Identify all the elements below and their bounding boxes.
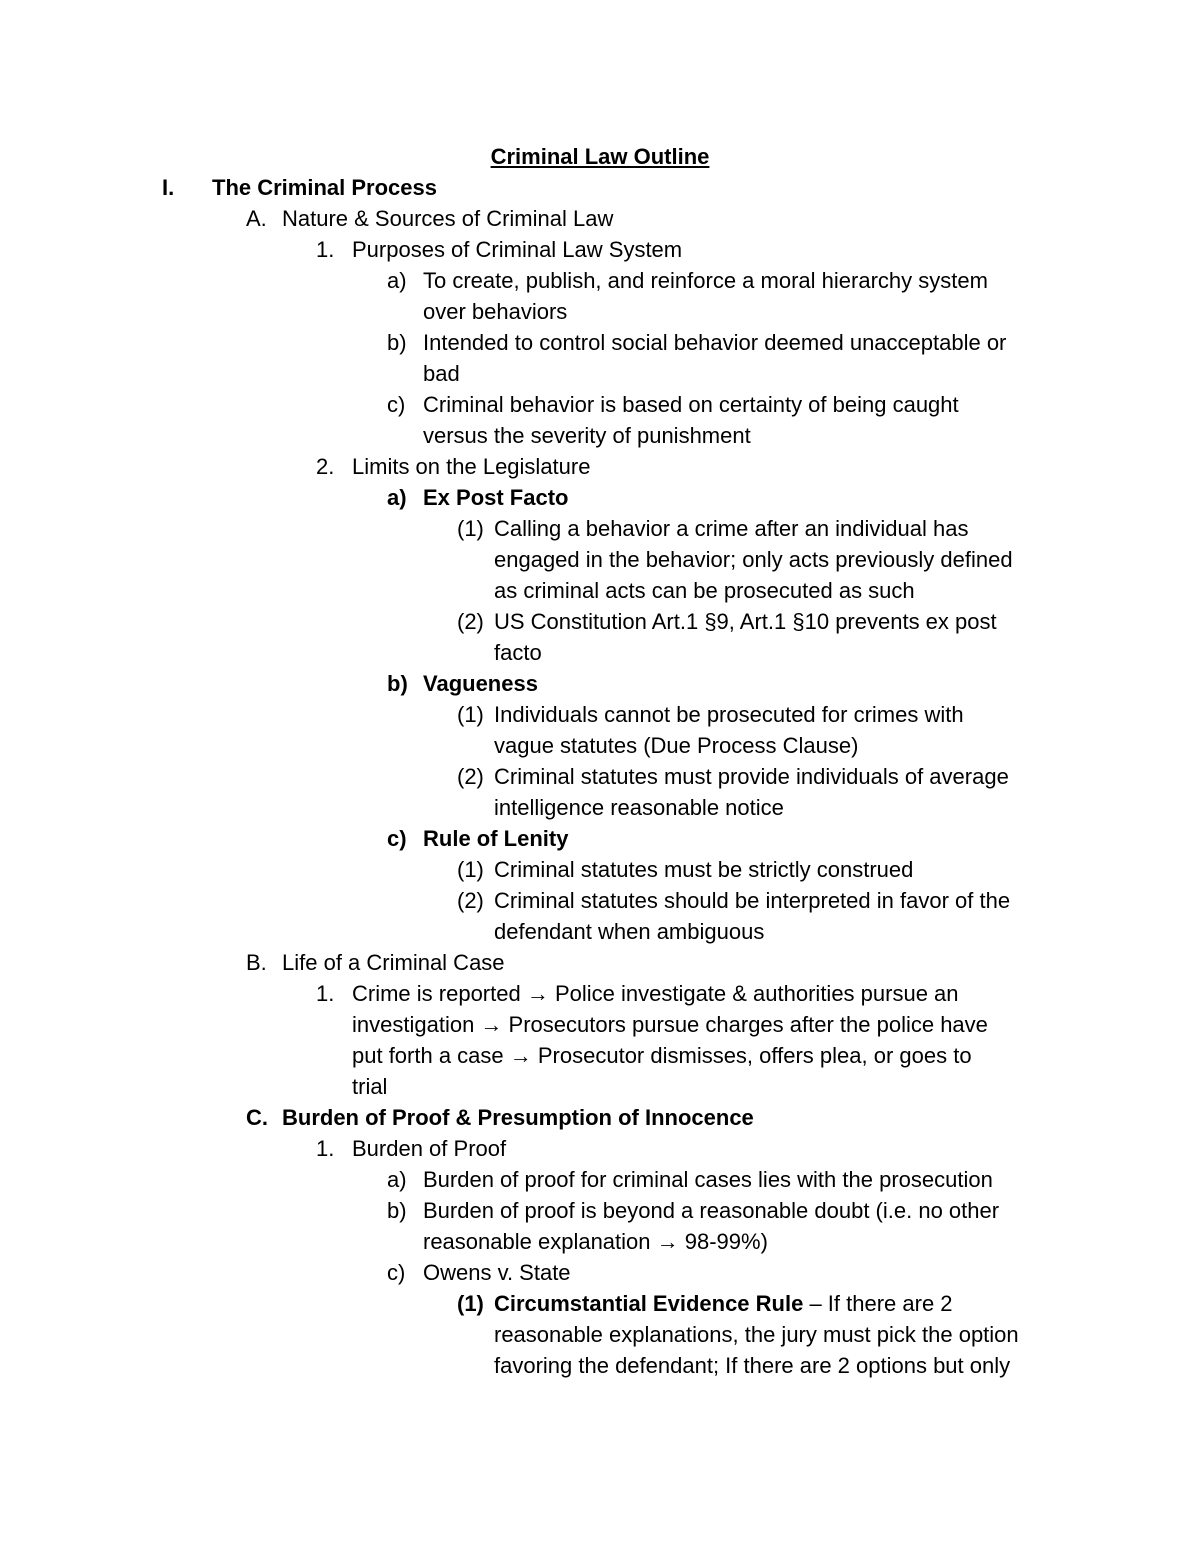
outline-text-content: Limits on the Legislature — [352, 454, 591, 479]
outline-text-content: Calling a behavior a crime after an individual has — [494, 516, 969, 541]
outline-line — [0, 1319, 1200, 1350]
outline-text-content: Crime is reported → Police investigate & authorities pursue an — [352, 981, 959, 1006]
outline-line — [0, 823, 1200, 854]
outline-line — [0, 575, 1200, 606]
outline-text — [423, 668, 538, 699]
outline-line — [0, 172, 1200, 203]
outline-line — [0, 1164, 1200, 1195]
outline-text — [352, 978, 959, 1009]
outline-text-content: investigation → Prosecutors pursue charges after the police have — [352, 1012, 988, 1037]
outline-text-content: reasonable explanations, the jury must pick the option — [494, 1322, 1019, 1347]
outline-marker: B. — [246, 950, 267, 975]
outline-text-content: versus the severity of punishment — [423, 423, 751, 448]
outline-line — [0, 1257, 1200, 1288]
outline-text — [423, 1226, 768, 1257]
outline-text-content: bad — [423, 361, 460, 386]
outline-text-content: Burden of Proof — [352, 1136, 507, 1161]
outline-text — [282, 203, 613, 234]
outline-text — [494, 575, 915, 606]
outline-text-content: facto — [494, 640, 542, 665]
outline-line — [0, 637, 1200, 668]
outline-heading: Vagueness — [423, 671, 538, 696]
outline-text-content: Criminal statutes must provide individuals of average — [494, 764, 1009, 789]
outline-text-content: over behaviors — [423, 299, 568, 324]
outline-heading: Burden of Proof & Presumption of Innocence — [282, 1105, 754, 1130]
outline-heading: The Criminal Process — [212, 175, 437, 200]
outline-text — [282, 947, 505, 978]
outline-line — [0, 668, 1200, 699]
outline-line — [0, 1102, 1200, 1133]
outline-line — [0, 513, 1200, 544]
outline-line — [0, 296, 1200, 327]
outline-line — [0, 420, 1200, 451]
outline-marker: b) — [387, 671, 408, 696]
outline-line — [0, 947, 1200, 978]
outline-text — [423, 1164, 993, 1195]
outline-text-content: put forth a case → Prosecutor dismisses, offers plea, or goes to — [352, 1043, 972, 1068]
outline-text — [423, 389, 959, 420]
outline-text-content: as criminal acts can be prosecuted as such — [494, 578, 915, 603]
outline-text-content: reasonable explanation → 98-99%) — [423, 1229, 768, 1254]
outline-text-content: Purposes of Criminal Law System — [352, 237, 683, 262]
outline-line — [0, 699, 1200, 730]
outline-text — [282, 1102, 754, 1133]
outline-text — [494, 1319, 1019, 1350]
outline-text — [352, 1071, 387, 1102]
outline-marker: (1) — [457, 1291, 484, 1316]
outline-text — [494, 885, 1010, 916]
outline-text — [352, 451, 590, 482]
outline-marker: c) — [387, 1260, 406, 1285]
outline-text — [423, 265, 988, 296]
outline-text-content: Criminal statutes should be interpreted in favor of the — [494, 888, 1011, 913]
outline-text-content: favoring the defendant; If there are 2 options but only — [494, 1353, 1011, 1378]
outline-marker: a) — [387, 268, 407, 293]
outline-text — [423, 358, 460, 389]
outline-text — [423, 1257, 571, 1288]
outline-text — [423, 296, 567, 327]
outline-text — [494, 637, 542, 668]
outline-line — [0, 544, 1200, 575]
outline-line — [0, 1226, 1200, 1257]
outline-marker: b) — [387, 330, 407, 355]
outline-text — [423, 482, 568, 513]
outline-text — [212, 172, 437, 203]
outline-text-content: Intended to control social behavior deemed unacceptable or — [423, 330, 1007, 355]
outline-line — [0, 1040, 1200, 1071]
outline-marker: (1) — [457, 857, 484, 882]
outline-line — [0, 1288, 1200, 1319]
outline-body — [0, 172, 1200, 1381]
outline-text — [423, 327, 1006, 358]
outline-marker: A. — [246, 206, 267, 231]
outline-line — [0, 761, 1200, 792]
outline-heading: Ex Post Facto — [423, 485, 569, 510]
outline-line — [0, 1133, 1200, 1164]
outline-text — [352, 1040, 972, 1071]
outline-marker: 2. — [316, 454, 335, 479]
outline-heading: Rule of Lenity — [423, 826, 569, 851]
outline-text — [494, 606, 997, 637]
outline-line — [0, 792, 1200, 823]
outline-text-content: Criminal statutes must be strictly construed — [494, 857, 914, 882]
outline-line — [0, 978, 1200, 1009]
outline-text — [352, 1009, 988, 1040]
outline-marker: 1. — [316, 237, 335, 262]
outline-text — [423, 823, 568, 854]
outline-text — [423, 1195, 999, 1226]
outline-marker: b) — [387, 1198, 407, 1223]
outline-text — [423, 420, 751, 451]
outline-line — [0, 358, 1200, 389]
outline-text-content: engaged in the behavior; only acts previously defined — [494, 547, 1013, 572]
outline-marker: I. — [162, 175, 175, 200]
outline-line — [0, 1350, 1200, 1381]
outline-text — [494, 854, 913, 885]
outline-text-content: Life of a Criminal Case — [282, 950, 505, 975]
outline-text-content: Nature & Sources of Criminal Law — [282, 206, 614, 231]
outline-text — [494, 792, 784, 823]
outline-text-content: Burden of proof for criminal cases lies with the prosecution — [423, 1167, 993, 1192]
outline-line — [0, 203, 1200, 234]
outline-text — [494, 916, 764, 947]
outline-text — [494, 699, 964, 730]
outline-marker: (1) — [457, 516, 484, 541]
outline-line — [0, 265, 1200, 296]
document-title: Criminal Law Outline — [490, 144, 710, 169]
outline-text — [352, 1133, 506, 1164]
outline-text-content: US Constitution Art.1 §9, Art.1 §10 prevents ex post — [494, 609, 997, 634]
outline-line — [0, 482, 1200, 513]
outline-line — [0, 389, 1200, 420]
outline-text — [352, 234, 682, 265]
outline-text-content: Individuals cannot be prosecuted for crimes with — [494, 702, 964, 727]
outline-text-content: To create, publish, and reinforce a moral hierarchy system — [423, 268, 988, 293]
outline-text-content: Owens v. State — [423, 1260, 571, 1285]
outline-marker: (2) — [457, 764, 484, 789]
outline-line — [0, 327, 1200, 358]
outline-text-content: Criminal behavior is based on certainty of being caught — [423, 392, 959, 417]
outline-text-content: vague statutes (Due Process Clause) — [494, 733, 859, 758]
outline-text — [494, 730, 858, 761]
outline-marker: 1. — [316, 1136, 335, 1161]
outline-marker: (2) — [457, 609, 484, 634]
outline-marker: (2) — [457, 888, 484, 913]
outline-marker: 1. — [316, 981, 335, 1006]
outline-line — [0, 1195, 1200, 1226]
outline-line — [0, 234, 1200, 265]
outline-text-content: intelligence reasonable notice — [494, 795, 784, 820]
outline-text-content: defendant when ambiguous — [494, 919, 765, 944]
outline-text — [494, 544, 1013, 575]
outline-marker: a) — [387, 1167, 407, 1192]
outline-marker: c) — [387, 392, 406, 417]
outline-text — [494, 761, 1009, 792]
outline-marker: C. — [246, 1105, 268, 1130]
outline-marker: a) — [387, 485, 407, 510]
outline-text — [494, 1288, 953, 1319]
outline-line — [0, 916, 1200, 947]
outline-line — [0, 451, 1200, 482]
outline-line — [0, 730, 1200, 761]
outline-line — [0, 1009, 1200, 1040]
outline-line — [0, 1071, 1200, 1102]
outline-text — [494, 513, 968, 544]
outline-line — [0, 885, 1200, 916]
outline-text-content: Burden of proof is beyond a reasonable doubt (i.e. no other — [423, 1198, 1000, 1223]
outline-line — [0, 854, 1200, 885]
outline-text — [494, 1350, 1010, 1381]
outline-marker: (1) — [457, 702, 484, 727]
outline-text-continuation: – If there are 2 — [803, 1291, 953, 1316]
outline-marker: c) — [387, 826, 407, 851]
outline-heading: Circumstantial Evidence Rule — [494, 1291, 804, 1316]
outline-text-content: trial — [352, 1074, 388, 1099]
outline-line — [0, 606, 1200, 637]
